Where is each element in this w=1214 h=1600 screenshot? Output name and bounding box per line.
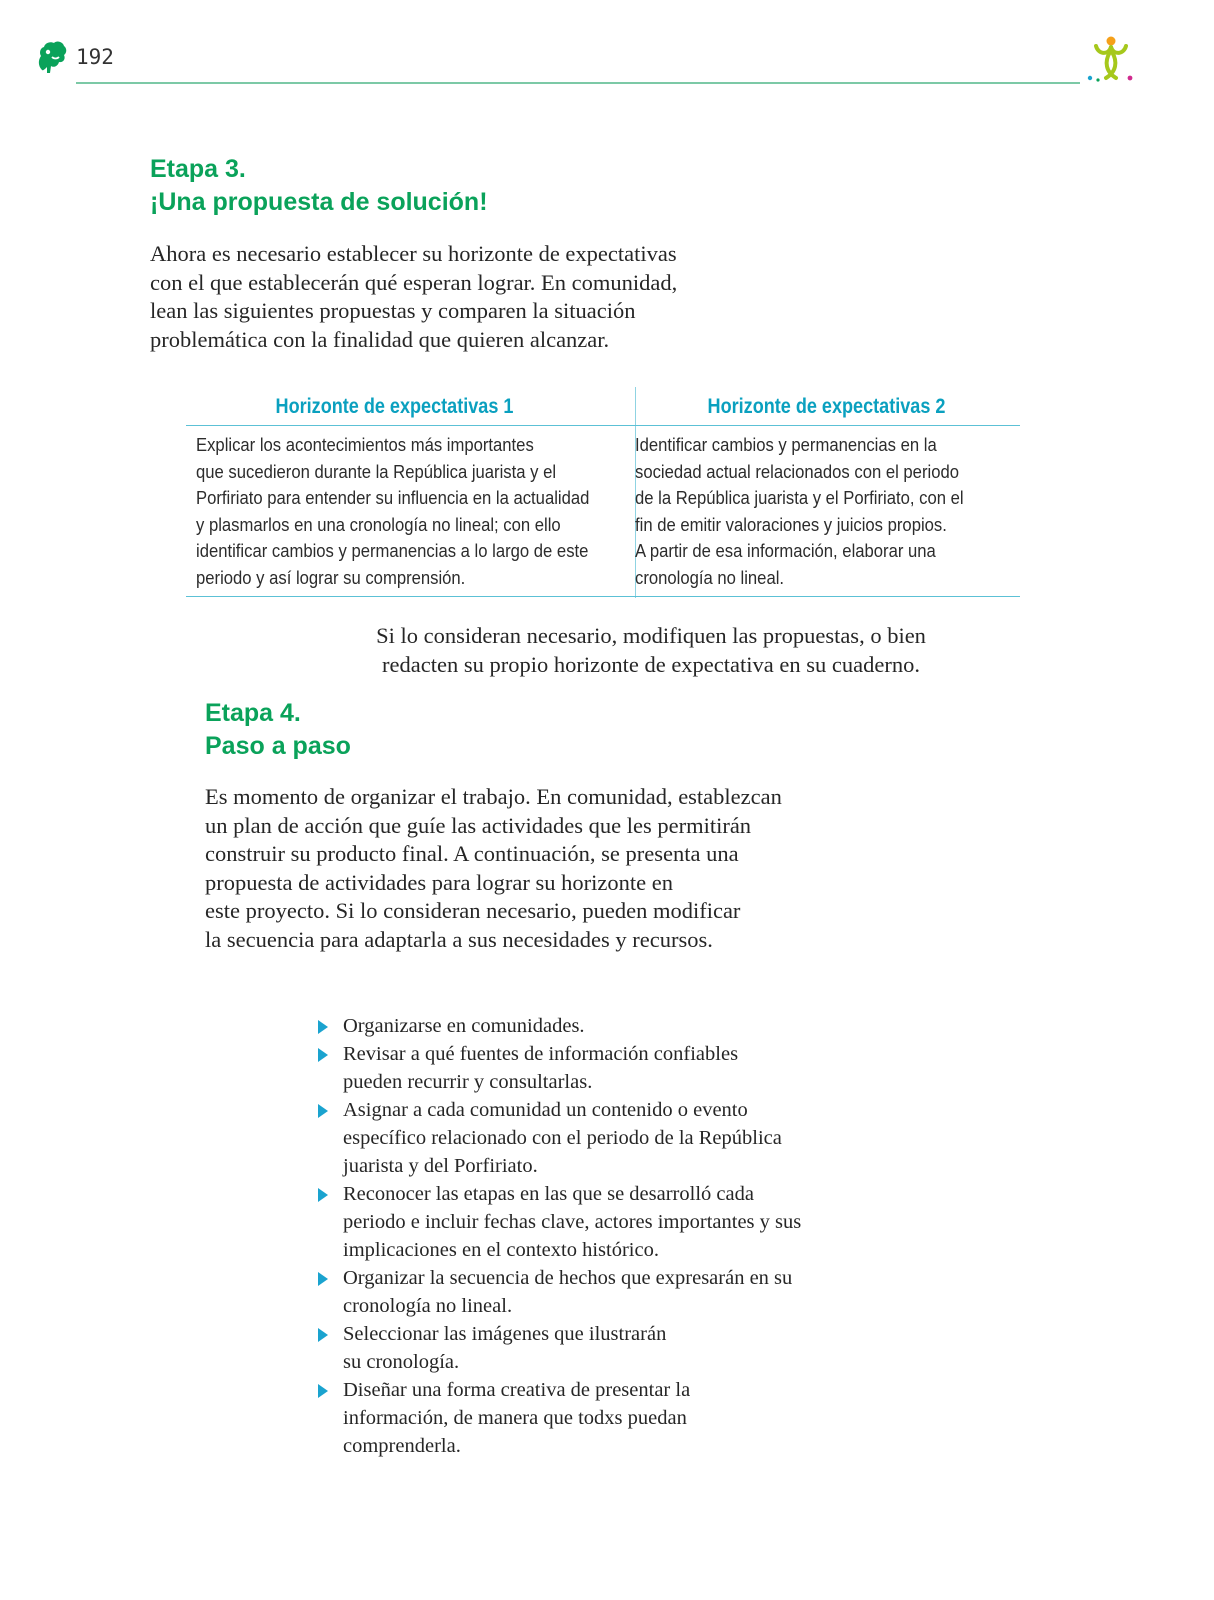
- colorful-figure-logo-icon: [1086, 34, 1136, 86]
- step-text: Diseñar una forma creativa de presentar la información, de manera que todxs puedan comprenderla.: [343, 1379, 691, 1457]
- triangle-bullet-icon: [318, 1384, 328, 1398]
- column-2-header: Horizonte de expectativas 2: [707, 395, 946, 418]
- list-item: [316, 1320, 836, 1376]
- page-number: 192: [76, 45, 114, 69]
- table-note: Si lo consideran necesario, modifiquen las propuestas, o bien redacten su propio horizonte de expectativa en su cuaderno.: [376, 623, 926, 677]
- list-item: [316, 1040, 836, 1096]
- triangle-bullet-icon: [318, 1020, 328, 1034]
- etapa4-title: Paso a paso: [205, 732, 351, 760]
- etapa3-intro: Ahora es necesario establecer su horizonte de expectativas con el que establecerán qué esperan lograr. En comunidad, lean las siguientes propuestas y comparen la situación problemática con la finalidad que quieren alcanzar.: [150, 241, 678, 352]
- triangle-bullet-icon: [318, 1048, 328, 1062]
- column-1-body: Explicar los acontecimientos más importantes que sucedieron durante la República juarista y el Porfiriato para entender su influencia en la actualidad y plasmarlos en una cronología no lineal; con ello identificar cambios y permanencias a lo largo de este periodo y así lograr su comprensión.: [196, 434, 590, 588]
- triangle-bullet-icon: [318, 1328, 328, 1342]
- etapa4-label: Etapa 4.: [205, 699, 301, 727]
- column-1-header: Horizonte de expectativas 1: [275, 395, 514, 418]
- triangle-bullet-icon: [318, 1272, 328, 1286]
- steps-list: [316, 1012, 836, 1460]
- header-rule: [76, 82, 1080, 84]
- step-text: Seleccionar las imágenes que ilustrarán su cronología.: [343, 1323, 667, 1373]
- page-header: [0, 0, 1214, 100]
- expectations-table: [186, 387, 1020, 598]
- list-item: [316, 1376, 836, 1460]
- list-item: [316, 1264, 836, 1320]
- expectations-column-2: [633, 387, 1020, 598]
- list-item: [316, 1180, 836, 1264]
- column-2-body: Identificar cambios y permanencias en la sociedad actual relacionados con el periodo de la República juarista y el Porfiriato, con el fin de emitir valoraciones y juicios propios. A partir de esa información, elaborar una cronología no lineal.: [635, 434, 964, 588]
- list-item: [316, 1012, 836, 1040]
- step-text: Organizar la secuencia de hechos que expresarán en su cronología no lineal.: [343, 1267, 793, 1317]
- etapa4-intro: Es momento de organizar el trabajo. En comunidad, establezcan un plan de acción que guíe las actividades que les permitirán construir su producto final. A continuación, se presenta una propuesta de actividades para lograr su horizonte en este proyecto. Si lo consideran necesario, pueden modificar la secuencia para adaptarla a sus necesidades y recursos.: [205, 784, 782, 952]
- step-text: Organizarse en comunidades.: [343, 1015, 585, 1037]
- triangle-bullet-icon: [318, 1188, 328, 1202]
- green-mascot-icon: [36, 40, 68, 74]
- expectations-column-1: [186, 387, 603, 598]
- step-text: Reconocer las etapas en las que se desarrolló cada periodo e incluir fechas clave, actores importantes y sus implicaciones en el contexto histórico.: [343, 1183, 802, 1261]
- list-item: [316, 1096, 836, 1180]
- etapa3-label: Etapa 3.: [150, 155, 246, 183]
- triangle-bullet-icon: [318, 1104, 328, 1118]
- etapa3-title: ¡Una propuesta de solución!: [150, 188, 488, 216]
- step-text: Asignar a cada comunidad un contenido o evento específico relacionado con el periodo de la República juarista y del Porfiriato.: [343, 1099, 782, 1177]
- step-text: Revisar a qué fuentes de información confiables pueden recurrir y consultarlas.: [343, 1043, 739, 1093]
